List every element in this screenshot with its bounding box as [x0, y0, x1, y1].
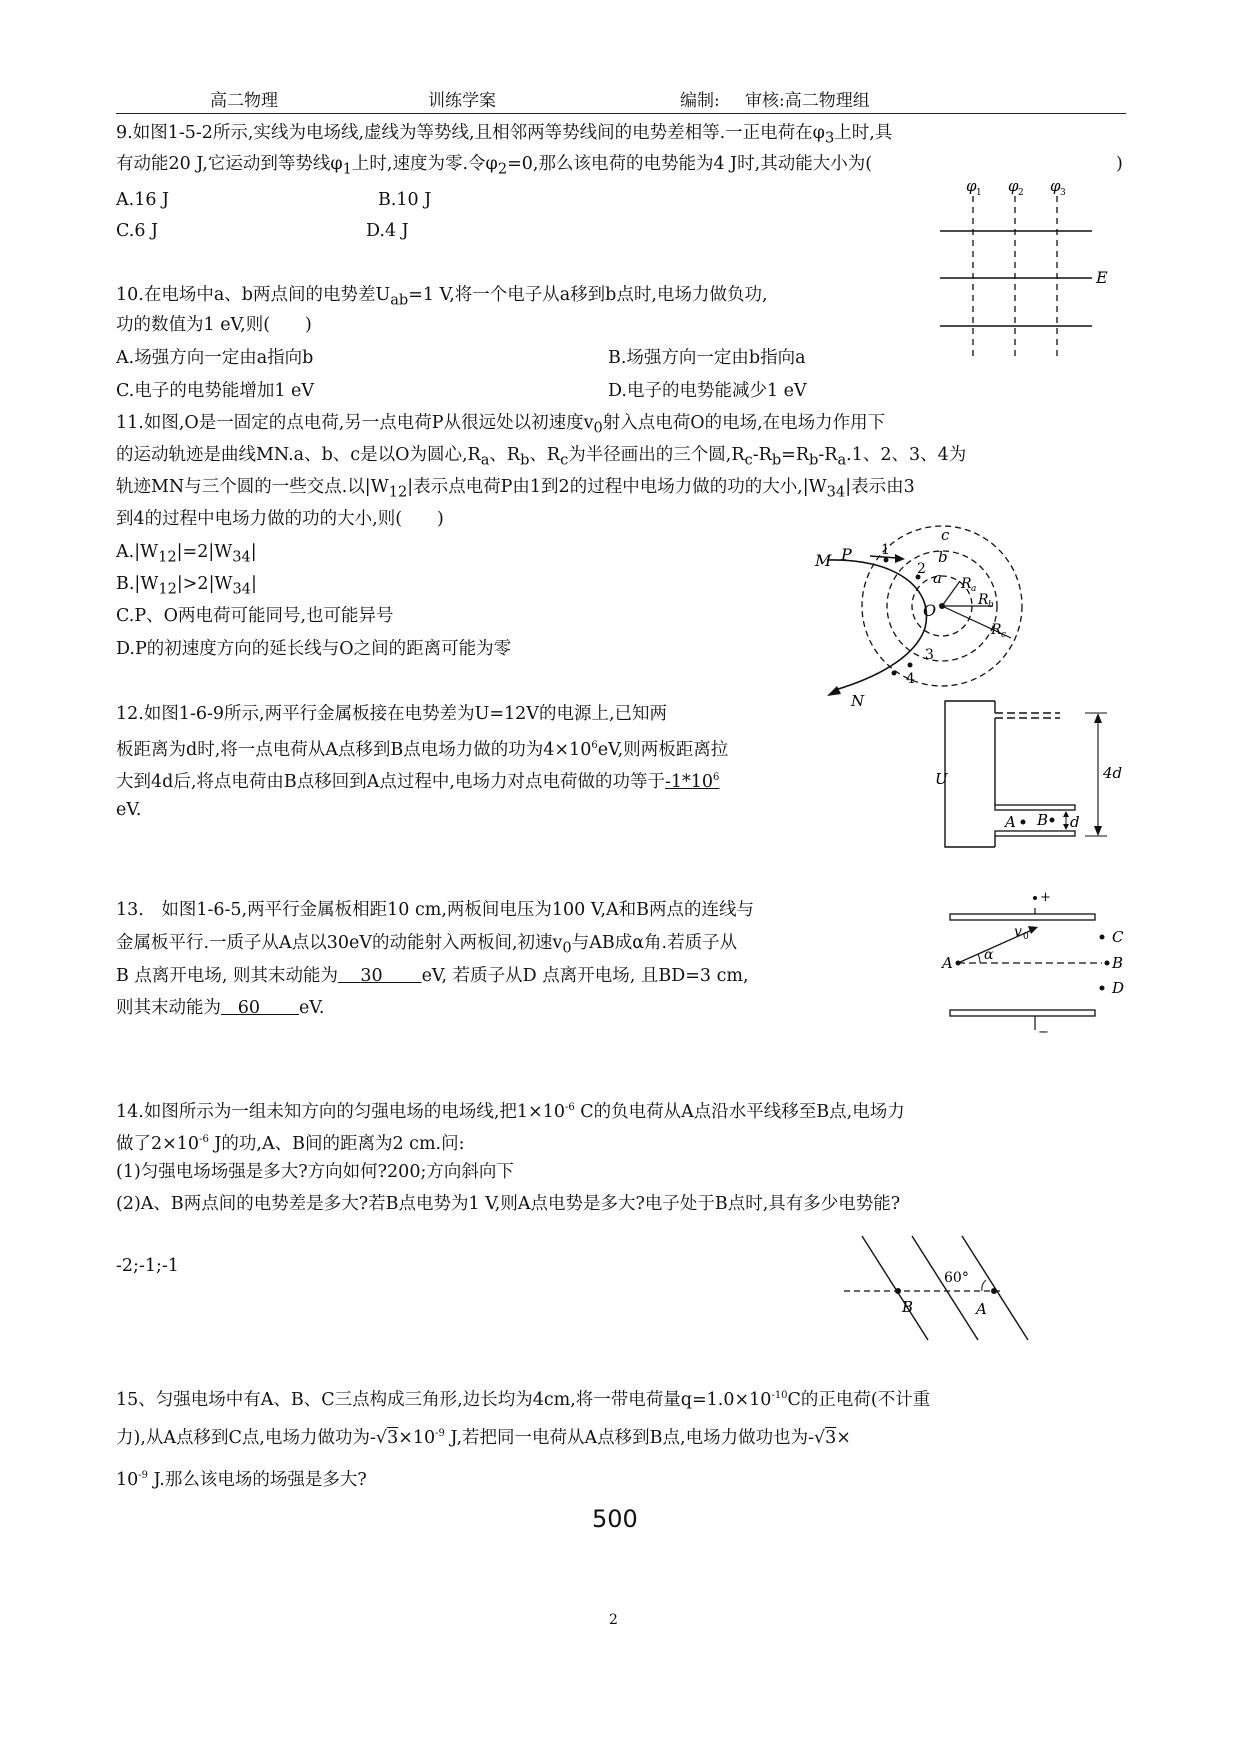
q14-line2: 做了$2\times 10^{-6}$ J的功,A、B间的距离为2 cm.问:	[116, 1133, 465, 1154]
q14-line1: 14.如图所示为一组未知方向的匀强电场的电场线,把$1\times 10^{-6}$ C的负电荷从A点沿水平线移至B点,电场力	[116, 1101, 905, 1122]
q12-line2: 板距离为d时,将一点电荷从A点移到B点电场力做的功为$4\times 10^6eV$,则两板距离拉	[116, 739, 729, 760]
rc-sub: c	[1001, 630, 1007, 640]
phi2-label: φ	[1008, 177, 1019, 195]
q15-line2: 力),从A点移到C点,电场力做功为$-√3\times 10^{-9}$ J,若把同一电荷从A点移到B点,电场力做功也为-√3×	[116, 1427, 851, 1448]
q11-line4: 到4的过程中电场力做的功的大小,则( )	[116, 509, 444, 529]
q12-answer: $-1*10^6$	[664, 771, 720, 792]
circle-c-label: c	[941, 526, 950, 544]
page-number: 2	[609, 1612, 618, 1628]
a-label: A	[976, 1300, 987, 1318]
q9-option-c: C.6 J	[116, 221, 159, 241]
q9-paren-close: )	[1116, 154, 1123, 174]
q12-line4: eV.	[116, 800, 142, 820]
phi3-label: φ	[1050, 177, 1061, 195]
b-label: B	[1112, 954, 1124, 972]
p-label: P	[841, 545, 852, 564]
plus-label: +	[1040, 890, 1051, 905]
u-label: U	[935, 770, 948, 788]
n-label: N	[851, 692, 865, 710]
point-2-label: 2	[917, 561, 926, 577]
q13-line1: 13. 如图1-6-5,两平行金属板相距10 cm,两板间电压为100 V,A和B两点的连线与	[116, 900, 755, 920]
center-o-label: O	[923, 601, 937, 620]
header-doc-type: 训练学案	[428, 91, 496, 111]
q13-line4: 则其末动能为 60 eV.	[116, 998, 325, 1018]
q9-option-a: A.16 J	[116, 190, 170, 210]
q9-option-b: B.10 J	[378, 190, 432, 210]
phi3-sub: 3	[1060, 188, 1066, 198]
a-label: A	[942, 954, 953, 972]
q11-option-b: $B.|W_{12}|>2|W_{34}|$	[116, 574, 257, 598]
minus-label: −	[1038, 1025, 1049, 1040]
m-label: M	[815, 551, 832, 570]
figure-14-field-lines	[840, 1232, 1040, 1352]
q11-line3: 轨迹MN与三个圆的一些交点.以$|W_{12}|$表示点电荷P由1到2的过程中电场力做的功的大小$,|W_{34}|$表示由3	[116, 477, 915, 501]
c-label: C	[1112, 928, 1124, 946]
q12-line3: 大到4d后,将点电荷由B点移回到A点过程中,电场力对点电荷做的功等于$-1*10^6$	[116, 771, 720, 792]
rc-label: R	[991, 622, 1002, 638]
figure-11-trajectory	[815, 518, 1035, 708]
header-subject: 高二物理	[210, 91, 278, 111]
q10-option-c: C.电子的电势能增加1 eV	[116, 381, 315, 401]
q15-line3: $10^{-9}$ J.那么该电场的场强是多大?	[116, 1469, 367, 1490]
q13-line2: 金属板平行.一质子从A点以30eV的动能射入两板间,初速$v_0$与AB成α角.若质子从	[116, 933, 738, 957]
q11-option-d: D.P的初速度方向的延长线与O之间的距离可能为零	[116, 639, 512, 659]
q10-option-b: B.场强方向一定由b指向a	[608, 348, 806, 368]
q14-answer: -2;-1;-1	[116, 1256, 179, 1276]
b-label: B	[902, 1298, 914, 1316]
header-editor: 编制:	[680, 91, 720, 111]
v0-label: v	[1014, 924, 1022, 940]
b-label: B	[1037, 811, 1049, 829]
d-label: D	[1112, 979, 1125, 997]
q13-line3: B 点离开电场, 则其末动能为 30 eV, 若质子从D 点离开电场, 且BD=3 cm,	[116, 966, 749, 986]
q10-line2: 功的数值为1 eV,则( )	[116, 315, 312, 335]
q13-answer-2: 60	[237, 998, 260, 1018]
q9-line2: 有动能20 J,它运动到等势线$\varphi_1$上时,速度为零.令$\varphi_2=0$,那么该电荷的电势能为4 J时,其动能大小为(	[116, 154, 873, 178]
q9-option-d: D.4 J	[366, 221, 409, 241]
a-label: A	[1005, 813, 1016, 831]
q11-line1: 11.如图,O是一固定的点电荷,另一点电荷P从很远处以初速度$v_0$射入点电荷O的电场,在电场力作用下	[116, 413, 886, 437]
q14-line3: (1)匀强电场场强是多大?方向如何?200;方向斜向下	[116, 1162, 514, 1182]
circle-a-label: a	[933, 569, 942, 587]
e-label: E	[1096, 268, 1108, 287]
q11-line2: 的运动轨迹是曲线MN.a、b、c是以O为圆心$,R_a$、$R_b$、$R_c$为半径画出的三个圆$,R_c-R_b=R_b-R_a.1$、2、3、4为	[116, 445, 967, 469]
q10-option-d: D.电子的电势能减少1 eV	[608, 381, 807, 401]
phi2-sub: 2	[1018, 188, 1024, 198]
point-3-label: 3	[925, 647, 934, 663]
q13-answer-1: 30	[360, 966, 383, 986]
angle-label: 60°	[944, 1270, 969, 1286]
point-4-label: 4	[906, 671, 915, 687]
sqrt-symbol-2: √3	[813, 1427, 837, 1448]
phi1-label: φ	[966, 177, 977, 195]
figure-12-capacitor	[935, 695, 1123, 855]
q11-option-a: $A.|W_{12}|=2|W_{34}|$	[116, 542, 257, 566]
q15-line1: 15、匀强电场中有A、B、C三点构成三角形,边长均为4cm,将一带电荷量$q=1.0\times 10^{-10}C$的正电荷(不计重	[116, 1389, 931, 1410]
q9-line1: 9.如图1-5-2所示,实线为电场线,虚线为等势线,且相邻两等势线间的电势差相等.一正电荷在$\varphi_3$上时,具	[116, 123, 893, 147]
sqrt-symbol-1: √3	[375, 1427, 399, 1448]
q15-answer: 500	[592, 1505, 638, 1533]
d-label: d	[1070, 813, 1080, 831]
header-rule	[116, 113, 1126, 114]
phi1-sub: 1	[976, 188, 982, 198]
ra-label: R	[961, 576, 972, 592]
q10-line1: 10.在电场中a、b两点间的电势差$U_{ab}=1$ V,将一个电子从a移到b点时,电场力做负功,	[116, 285, 768, 309]
q11-option-c: C.P、O两电荷可能同号,也可能异号	[116, 606, 394, 626]
alpha-label: α	[984, 947, 994, 963]
ra-sub: a	[971, 584, 977, 594]
q10-option-a: A.场强方向一定由a指向b	[116, 348, 314, 368]
header-reviewer: 审核:高二物理组	[745, 91, 870, 111]
v0-sub: 0	[1023, 932, 1029, 942]
rb-sub: b	[988, 600, 994, 610]
q12-line1: 12.如图1-6-9所示,两平行金属板接在电势差为U=12V的电源上,已知两	[116, 704, 668, 724]
figure-9-field-lines	[930, 176, 1120, 366]
q14-line4: (2)A、B两点间的电势差是多大?若B点电势为1 V,则A点电势是多大?电子处于B点时,具有多少电势能?	[116, 1194, 901, 1214]
4d-label: 4d	[1103, 764, 1123, 782]
rb-label: R	[978, 592, 989, 608]
point-1-label: 1	[881, 542, 890, 558]
circle-b-label: b	[938, 548, 948, 566]
figure-13-plates	[932, 884, 1132, 1044]
